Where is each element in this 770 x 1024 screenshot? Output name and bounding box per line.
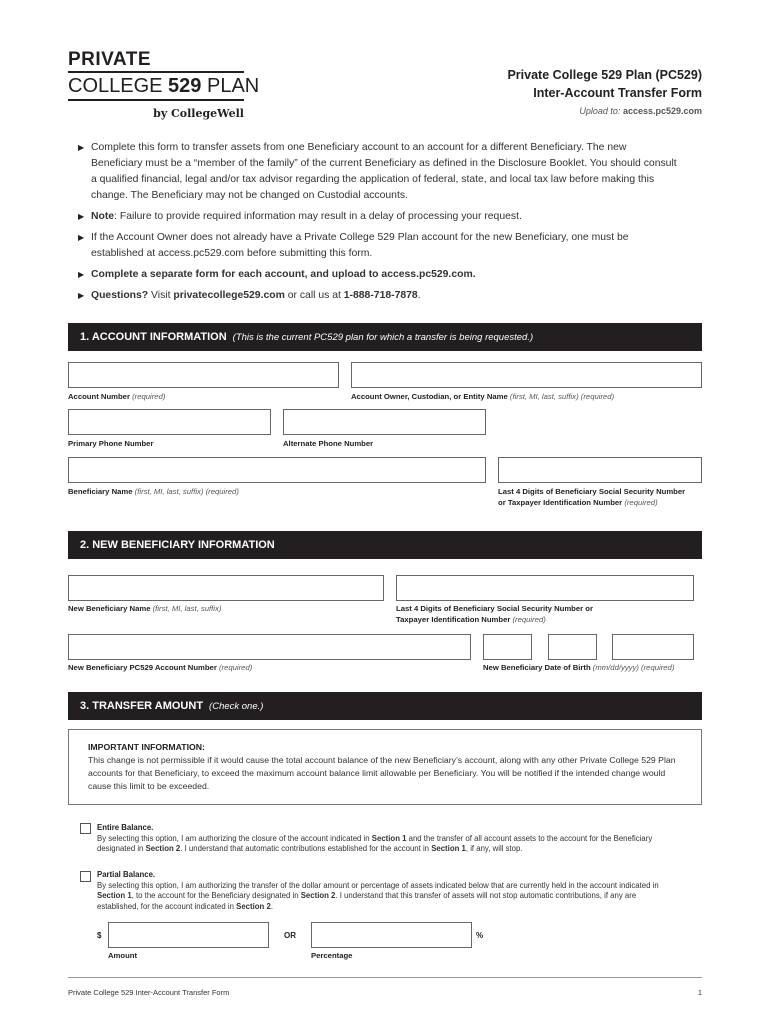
percentage-label: Percentage: [311, 951, 353, 960]
instruction-item: ▶ Questions? Visit privatecollege529.com or call us at 1-888-718-7878.: [78, 288, 678, 304]
entire-balance-option: Entire Balance. By selecting this option, I am authorizing the closure of the account indicated in Section 1 and the transfer of all account assets to the account for the Beneficiary designated in Section 2. I understand that automatic contributions established for the account in Section 1, if any, will stop.: [97, 823, 653, 853]
section-1-header: 1. ACCOUNT INFORMATION (This is the current PC529 plan for which a transfer is being requested.): [68, 323, 702, 351]
beneficiary-ssn-label: Last 4 Digits of Beneficiary Social Security Number or Taxpayer Identification Number (required): [498, 487, 686, 507]
instructions: [78, 140, 678, 309]
plan-logo: [68, 49, 260, 120]
instruction-item: ▶ Note: Failure to provide required information may result in a delay of processing your request.: [78, 209, 678, 225]
bullet-arrow-icon: ▶: [78, 270, 85, 279]
partial-balance-checkbox[interactable]: [80, 871, 91, 882]
partial-balance-option: Partial Balance. By selecting this option, I am authorizing the transfer of the dollar amount or percentage of assets indicated below that are currently held in the account indicated in Section 1, to the account for the Beneficiary designated in Section 2. I understand that this transfer of assets will not stop automatic contributions, if any are established, for the account indicated in Section 2.: [97, 870, 659, 911]
percentage-field[interactable]: [311, 922, 472, 948]
dob-month-field[interactable]: [483, 634, 532, 660]
alternate-phone-field[interactable]: [283, 409, 486, 435]
beneficiary-name-field[interactable]: [68, 457, 486, 483]
primary-phone-label: Primary Phone Number: [68, 439, 154, 448]
amount-field[interactable]: [108, 922, 269, 948]
footer-divider: [68, 977, 702, 978]
logo-rule-bottom: [68, 99, 244, 101]
important-title: IMPORTANT INFORMATION:: [88, 742, 205, 752]
account-number-field[interactable]: [68, 362, 339, 388]
footer-form-name: Private College 529 Inter-Account Transfer Form: [68, 988, 230, 997]
new-beneficiary-ssn-field[interactable]: [396, 575, 694, 601]
percent-sign: %: [476, 931, 484, 940]
account-owner-field[interactable]: [351, 362, 702, 388]
section-2-header: 2. NEW BENEFICIARY INFORMATION: [68, 531, 702, 559]
logo-college-529-plan: COLLEGE 529 PLAN: [68, 75, 260, 97]
account-number-label: Account Number (required): [68, 392, 166, 401]
account-owner-label: Account Owner, Custodian, or Entity Name (first, MI, last, suffix) (required): [351, 392, 615, 401]
important-text: This change is not permissible if it would cause the total account balance of the new Beneficiary’s account, along with any other Private College 529 Plan accounts for that Beneficiary, to exceed the maximum account balance limit allowable per Beneficiary. You will be notified if the intended change would cause this limit to be exceeded.: [88, 755, 676, 791]
form-title: Inter-Account Transfer Form: [533, 86, 702, 100]
alternate-phone-label: Alternate Phone Number: [283, 439, 374, 448]
new-beneficiary-name-field[interactable]: [68, 575, 384, 601]
new-beneficiary-account-label: New Beneficiary PC529 Account Number (required): [68, 663, 253, 672]
amount-label: Amount: [108, 951, 138, 960]
bullet-arrow-icon: ▶: [78, 143, 85, 152]
dob-year-field[interactable]: [612, 634, 694, 660]
bullet-arrow-icon: ▶: [78, 291, 85, 300]
new-beneficiary-ssn-label: Last 4 Digits of Beneficiary Social Security Number or Taxpayer Identification Number (required): [396, 604, 593, 624]
new-beneficiary-account-field[interactable]: [68, 634, 471, 660]
upload-note: Upload to: access.pc529.com: [579, 106, 702, 116]
new-beneficiary-name-label: New Beneficiary Name (first, MI, last, suffix): [68, 604, 222, 613]
section-3-header: 3. TRANSFER AMOUNT (Check one.): [68, 692, 702, 720]
bullet-arrow-icon: ▶: [78, 233, 85, 242]
form-plan-title: Private College 529 Plan (PC529): [507, 68, 702, 82]
beneficiary-ssn-field[interactable]: [498, 457, 702, 483]
entire-balance-checkbox[interactable]: [80, 823, 91, 834]
dollar-sign: $: [97, 931, 102, 940]
logo-private: PRIVATE: [68, 49, 152, 70]
beneficiary-name-label: Beneficiary Name (first, MI, last, suffix) (required): [68, 487, 239, 496]
instruction-item: ▶ If the Account Owner does not already have a Private College 529 Plan account for the new Beneficiary, one must be established at access.pc529.com before submitting this form.: [78, 232, 629, 259]
bullet-arrow-icon: ▶: [78, 212, 85, 221]
logo-rule-top: [68, 71, 244, 73]
important-information-box: [68, 729, 702, 805]
page-number: 1: [697, 988, 702, 997]
instruction-item: ▶ Complete this form to transfer assets from one Beneficiary account to an account for a different Beneficiary. The new Beneficiary must be a “member of the family” of the current Beneficiary as defined in the Disclosure Booklet. You should consult a qualified financial, legal and/or tax advisor regarding the application of federal, state, and local tax law before making this change. The Beneficiary may not be changed on Custodial accounts.: [78, 142, 677, 201]
instruction-item: ▶ Complete a separate form for each account, and upload to access.pc529.com.: [78, 267, 678, 283]
primary-phone-field[interactable]: [68, 409, 271, 435]
logo-by-collegewell: by CollegeWell: [153, 107, 244, 120]
dob-label: New Beneficiary Date of Birth (mm/dd/yyyy) (required): [483, 663, 675, 672]
or-label: OR: [284, 931, 296, 940]
dob-day-field[interactable]: [548, 634, 597, 660]
